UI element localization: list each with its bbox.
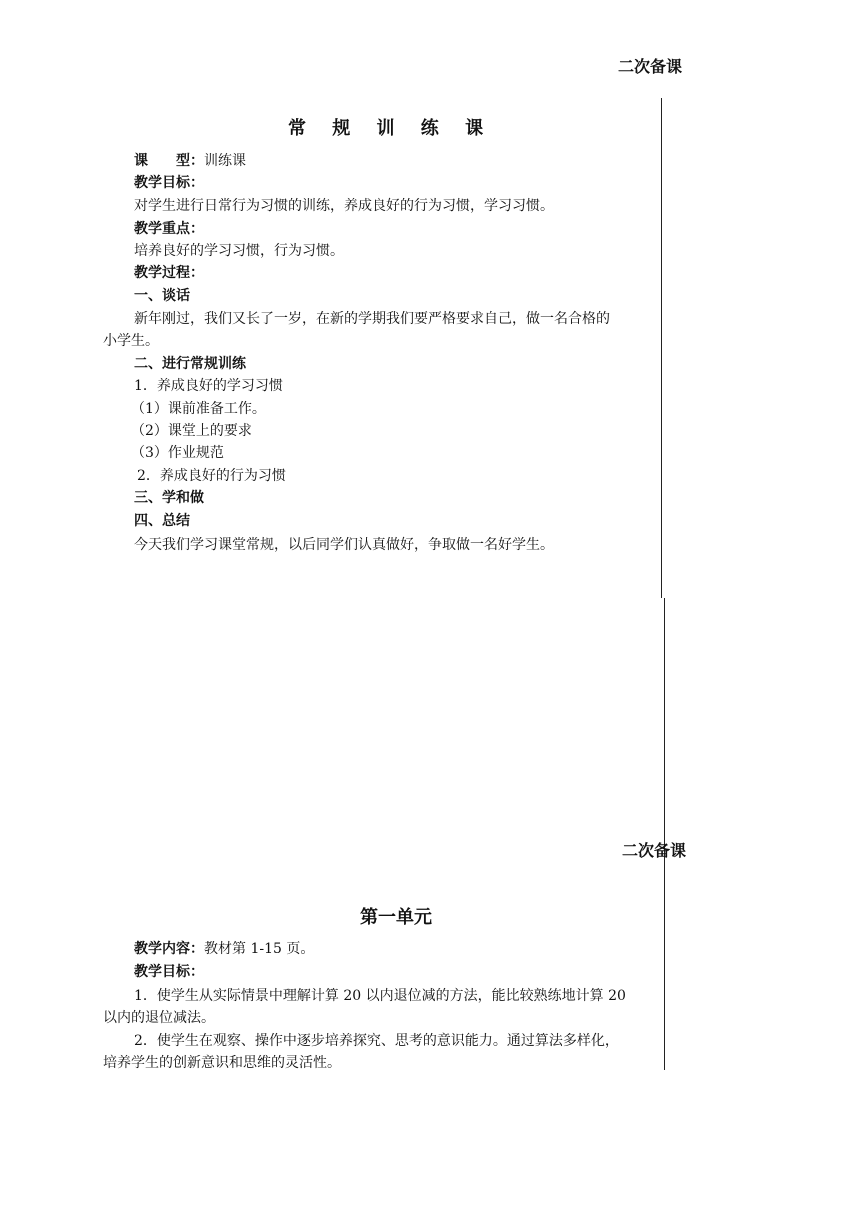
secondary-prep-note: 二次备课 (618, 57, 683, 76)
margin-divider-2 (664, 598, 665, 1070)
unit-title: 第一单元 (360, 907, 432, 928)
content-label: 教学内容： (134, 941, 204, 957)
focus-text: 培养良好的学习习惯，行为习惯。 (134, 243, 344, 259)
item-study-habits-2: （2）课堂上的要求 (131, 423, 252, 439)
item-study-habits-1: （1）课前准备工作。 (131, 401, 266, 417)
section-talk: 一、谈话 (134, 288, 190, 304)
goal-text: 对学生进行日常行为习惯的训练，养成良好的行为习惯，学习习惯。 (134, 198, 554, 214)
section-learn-do: 三、学和做 (134, 490, 204, 506)
goal-label-2: 教学目标： (134, 964, 204, 980)
goal2-text-a: 2．使学生在观察、操作中逐步培养探究、思考的意识能力。通过算法多样化， (134, 1033, 619, 1049)
section-summary: 四、总结 (134, 513, 190, 529)
section-talk-text-b: 小学生。 (103, 333, 159, 349)
section-summary-text: 今天我们学习课堂常规，以后同学们认真做好，争取做一名好学生。 (134, 537, 554, 553)
lesson-type-line (134, 151, 246, 171)
content-text: 教材第 1-15 页。 (204, 941, 315, 957)
margin-divider (661, 98, 662, 598)
item-behavior-habits: 2．养成良好的行为习惯 (137, 468, 286, 484)
process-label: 教学过程： (134, 265, 204, 281)
content-line (134, 939, 314, 959)
item-study-habits: 1．养成良好的学习习惯 (134, 378, 283, 394)
focus-label: 教学重点： (134, 221, 204, 237)
item-study-habits-3: （3）作业规范 (131, 445, 224, 461)
secondary-prep-note-2: 二次备课 (622, 841, 687, 860)
lesson-type-label: 课 型： (134, 153, 204, 169)
section-talk-text-a: 新年刚过，我们又长了一岁，在新的学期我们要严格要求自己，做一名合格的 (134, 311, 610, 327)
lesson-title: 常 规 训 练 课 (288, 118, 494, 139)
goal1-text-a: 1．使学生从实际情景中理解计算 20 以内退位减的方法，能比较熟练地计算 20 (134, 988, 626, 1004)
goal1-text-b: 以内的退位减法。 (103, 1010, 215, 1026)
lesson-type-value: 训练课 (204, 153, 246, 169)
goal-label: 教学目标： (134, 175, 204, 191)
goal2-text-b: 培养学生的创新意识和思维的灵活性。 (103, 1055, 341, 1071)
section-routine-training: 二、进行常规训练 (134, 356, 246, 372)
